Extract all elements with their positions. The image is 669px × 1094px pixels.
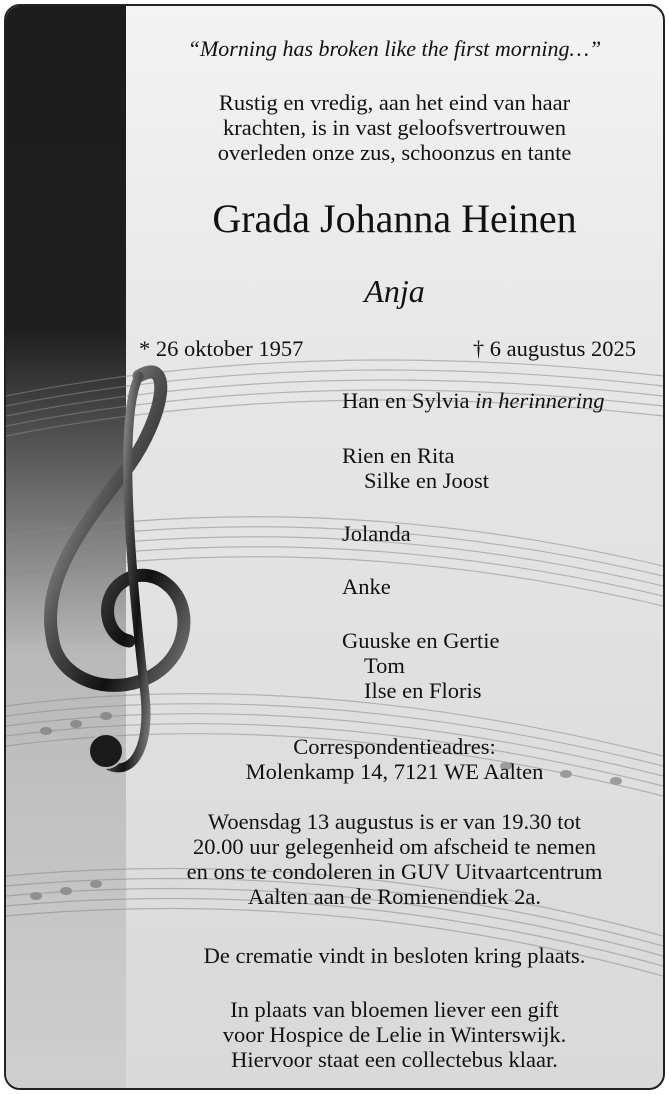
intro-line: overleden onze zus, schoonzus en tante [217,140,572,165]
correspondence-address [126,734,663,784]
treble-clef-icon [34,356,204,796]
family-rien [342,443,662,493]
viewing-info [126,809,663,909]
remembrance-note: in herinnering [475,388,605,413]
opening-quote: “Morning has broken like the first morning…” [187,36,602,61]
intro-text [126,90,663,165]
family-member: Ilse en Floris [364,678,482,703]
cremation-info: De crematie vindt in besloten kring plaats. [203,943,586,968]
donation-line: Hiervoor staat een collectebus klaar. [231,1047,558,1072]
nickname: Anja [364,273,425,309]
donation-line: In plaats van bloemen liever een gift [230,997,559,1022]
viewing-line: 20.00 uur gelegenheid om afscheid te nemen [193,834,596,859]
death-date: † 6 augustus 2025 [472,336,636,361]
intro-line: Rustig en vredig, aan het eind van haar [218,90,571,115]
address-line: Correspondentieadres: [293,734,496,759]
family-member: Han en Sylvia [342,388,470,413]
birth-date: * 26 oktober 1957 [139,336,304,361]
deceased-name: Grada Johanna Heinen [212,196,577,241]
family-anke: Anke [342,574,391,599]
viewing-line: Aalten aan de Romienendiek 2a. [247,884,542,909]
viewing-line: Woensdag 13 augustus is er van 19.30 tot [207,809,582,834]
intro-line: krachten, is in vast geloofsvertrouwen [222,115,567,140]
donation-info [126,997,663,1072]
family-jolanda: Jolanda [342,521,411,546]
family-member: Tom [364,653,405,678]
family-han [342,388,662,413]
death-notice-card [4,4,665,1090]
address-line: Molenkamp 14, 7121 WE Aalten [245,759,544,784]
viewing-line: en ons te condoleren in GUV Uitvaartcentrum [186,859,603,884]
family-guuske [342,628,662,703]
family-member: Rien en Rita [342,443,455,468]
family-member: Silke en Joost [364,468,490,493]
donation-line: voor Hospice de Lelie in Winterswijk. [222,1022,567,1047]
family-member: Guuske en Gertie [342,628,500,653]
